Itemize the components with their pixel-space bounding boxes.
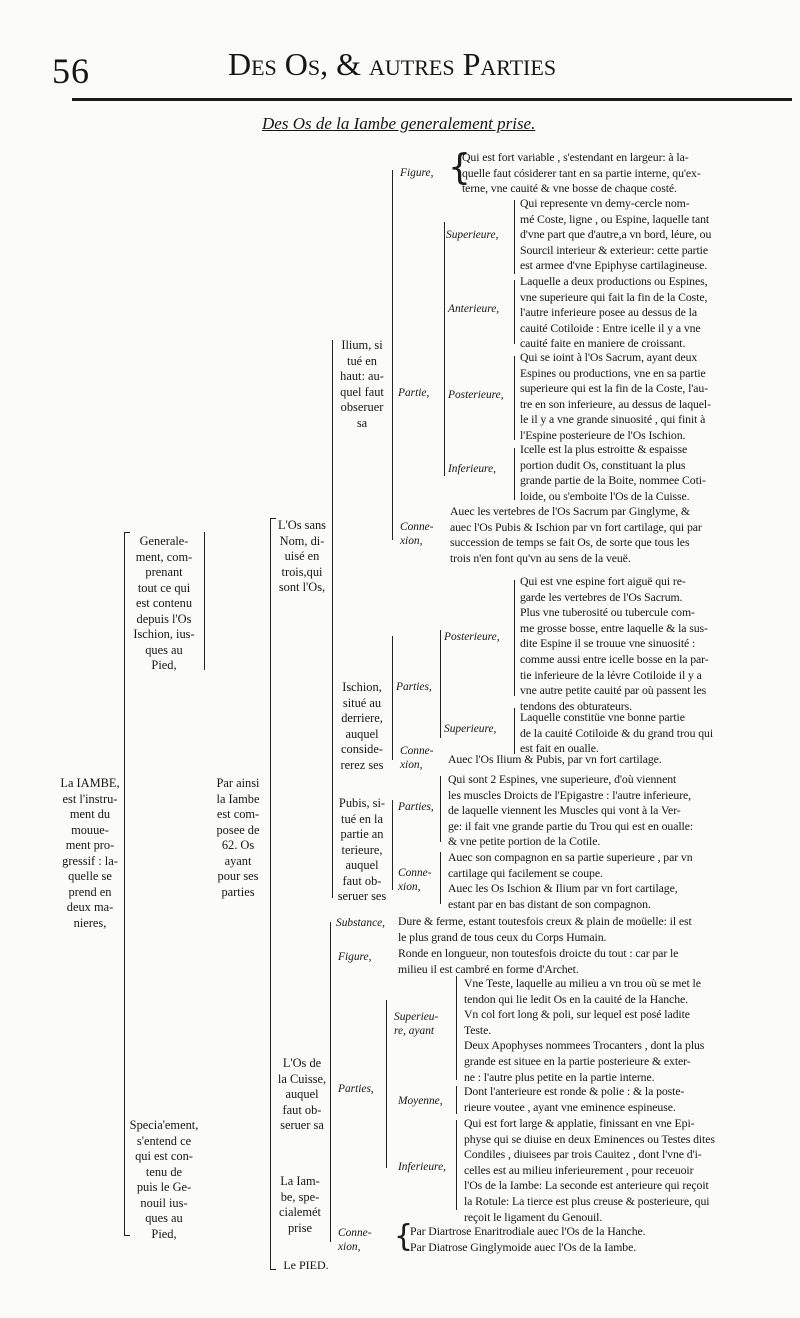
brace-sub bbox=[456, 976, 457, 1080]
text-connexion-ilium: Auec les vertebres de l'Os Sacrum par Ginglyme, & auec l'Os Pubis & Ischion par vn fort cartilage, qui par succession de temps se fait Os, de sorte que tous les trois n'en font qu'vn au sens de la veuë. bbox=[450, 504, 702, 565]
brace-sub bbox=[514, 356, 515, 440]
brace-sub bbox=[456, 1120, 457, 1210]
text-connexion-ischion: Auec l'Os Ilium & Pubis, par vn fort cartilage. bbox=[448, 752, 662, 766]
label-superieure-ischion: Superieure, bbox=[444, 723, 497, 735]
page-number: 56 bbox=[52, 51, 90, 91]
label-figure-ilium: Figure, bbox=[400, 167, 434, 179]
brace-sub bbox=[440, 776, 441, 842]
brace-sub bbox=[514, 708, 515, 754]
label-connexion-ilium: Conne- xion, bbox=[400, 521, 434, 547]
label-connexion-iambe: Conne- xion, bbox=[338, 1227, 372, 1253]
brace-sub bbox=[514, 280, 515, 344]
specialement-text: Specia'ement, s'entend ce qui est con- tenu de puis le Ge- nouil ius- ques au Pied, bbox=[129, 1118, 199, 1241]
label-connexion-ischion: Conne- xion, bbox=[400, 745, 434, 771]
label-connexion-pubis: Conne- xion, bbox=[398, 867, 432, 893]
label-anterieure: Anterieure, bbox=[448, 303, 500, 315]
label-posterieure-ischion: Posterieure, bbox=[444, 631, 500, 643]
par-ainsi-text: Par ainsi la Iambe est com- posee de 62. Os ayant pour ses parties bbox=[216, 776, 260, 899]
text-superieure-cuisse: Vne Teste, laquelle au milieu a vn trou où se met le tendon qui lie ledit Os en la cauité de la Hanche. Vn col fort long & poli, sur lequel est posé ladite Teste. Deux Apophyses nommees Trocanters , dont la plus grande est situee en la partie posterieure & exter- ne : l'autre plus petite en la partie interne. bbox=[464, 976, 705, 1084]
iambe-speciale-text: La Iam- be, spe- cialemét prise bbox=[279, 1174, 321, 1235]
brace-level1 bbox=[124, 532, 125, 1236]
text-figure-ilium: Qui est fort variable , s'estendant en largeur: à la- quelle faut cósiderer tant en sa partie interne, qu'ex- terne, vne cauité & vne bosse de chaque costé. bbox=[462, 150, 701, 196]
text-parties-pubis: Qui sont 2 Espines, vne superieure, d'où viennent les muscles Droicts de l'Epigastre : l'autre inferieure, de laquelle viennent les Muscles qui vont à la Ver- ge: il fait vne grande partie du Trou qui est en oualle: & vne petite portion de la Cotile. bbox=[448, 772, 694, 849]
pubis-text: Pubis, si- tué en la partie an terieure, auquel faut ob- seruer ses bbox=[337, 796, 387, 903]
label-parties-ischion: Parties, bbox=[396, 681, 432, 693]
text-substance: Dure & ferme, estant toutesfois creux & plain de moüelle: il est le plus grand de tous ceux du Corps Humain. bbox=[398, 914, 692, 944]
brace-sub bbox=[514, 580, 515, 696]
label-superieure: Superieure, bbox=[446, 229, 499, 241]
header-rule bbox=[72, 98, 792, 101]
brace-sub bbox=[456, 1086, 457, 1114]
brace-os-sans-nom bbox=[332, 340, 333, 898]
brace-pubis bbox=[392, 800, 393, 890]
label-moyenne: Moyenne, bbox=[398, 1095, 443, 1107]
text-anterieure: Laquelle a deux productions ou Espines, vne superieure qui fait la fin de la Coste, l'autre inferieure posee au dessus de la cauité Cotiloide : Entre icelle il y a vne cauité faite en maniere de croissant. bbox=[520, 274, 708, 351]
label-parties-cuisse: Parties, bbox=[338, 1083, 374, 1095]
text-superieure-ischion: Laquelle constitüe vne bonne partie de la cauité Cotiloide & du grand trou qui est fait en oualle. bbox=[520, 710, 714, 756]
le-pied-text: Le PIED. bbox=[283, 1258, 329, 1272]
brace-ischion bbox=[392, 636, 393, 760]
text-moyenne: Dont l'anterieure est ronde & polie : & la poste- rieure voutee , ayant vne eminence espineuse. bbox=[464, 1084, 685, 1114]
text-figure-cuisse: Ronde en longueur, non toutesfois droicte du tout : car par le milieu il est cambré en forme d'Archet. bbox=[398, 946, 679, 976]
text-posterieure-ischion: Qui est vne espine fort aiguë qui re- garde les vertebres de l'Os Sacrum. Plus vne tuberosité ou tubercule com- me grosse bosse, entre laquelle & la sus- dite Espine il se trouue vne sinuosité : comme aussi entre icelle bosse en la par- tie inferieure de la lévre Cotiloide il y a vne autre petite cauité par où passent les tendons des obturateurs. bbox=[520, 574, 709, 713]
iambe-definition: La IAMBE, est l'instru- ment du mouue- ment pro- gressif : la- quelle se prend en deux ma- nieres, bbox=[60, 776, 120, 930]
brace-level3 bbox=[270, 518, 271, 1270]
label-parties-pubis: Parties, bbox=[398, 801, 434, 813]
brace-partie bbox=[444, 222, 445, 476]
label-substance: Substance, bbox=[336, 917, 386, 929]
brace-os-cuisse bbox=[330, 922, 331, 1242]
brace-tick bbox=[124, 532, 130, 533]
label-inferieure: Inferieure, bbox=[448, 463, 496, 475]
brace-generalement bbox=[204, 532, 205, 670]
brace-ilium bbox=[392, 170, 393, 540]
text-connexion-iambe: Par Diartrose Enaritrodiale auec l'Os de la Hanche. Par Diatrose Ginglymoide auec l'Os de la Iambe. bbox=[410, 1224, 646, 1254]
brace-sub bbox=[514, 448, 515, 500]
brace: { bbox=[448, 147, 471, 188]
brace: { bbox=[394, 1219, 414, 1254]
os-cuisse-text: L'Os de la Cuisse, auquel faut ob- seruer sa bbox=[277, 1056, 327, 1132]
ilium-text: Ilium, si tué en haut: au- quel faut obseruer sa bbox=[340, 338, 384, 430]
label-figure-cuisse: Figure, bbox=[338, 951, 372, 963]
brace-parties-cuisse bbox=[386, 1000, 387, 1168]
label-superieure-cuisse: Superieu- re, ayant bbox=[394, 1011, 439, 1037]
brace-sub bbox=[440, 852, 441, 904]
section-title: Des Os de la Iambe generalement prise. bbox=[262, 114, 536, 133]
brace-sub bbox=[514, 200, 515, 274]
ischion-text: Ischion, situé au derriere, auquel conside- rerez ses bbox=[340, 680, 384, 772]
brace-parties-ischion bbox=[440, 630, 441, 738]
running-title: Des Os, & autres Parties bbox=[228, 46, 557, 82]
os-sans-nom-text: L'Os sans Nom, di- uisé en trois,qui sont l'Os, bbox=[277, 518, 326, 594]
label-partie: Partie, bbox=[398, 387, 430, 399]
text-superieure: Qui represente vn demy-cercle nom- mé Coste, ligne , ou Espine, laquelle tant d'vne part que d'autre,a vn bord, léure, ou Sourcil interieur & exterieur: cette partie est armee d'vne Epiphyse cartilagineuse. bbox=[520, 196, 712, 273]
text-posterieure: Qui se ioint à l'Os Sacrum, ayant deux Espines ou productions, vne en sa partie superieure qui est la fin de la Coste, l'au- tre en son inferieure, au dessus de laquel- le il y a vne grande sinuosité , qui finit à l'Espine posterieure de l'Os Ischion. bbox=[520, 350, 711, 442]
label-inferieure-cuisse: Inferieure, bbox=[398, 1161, 446, 1173]
text-connexion-pubis: Auec son compagnon en sa partie superieure , par vn cartilage qui facilement se coupe. Auec les Os Ischion & Ilium par vn fort cartilage, estant par en bas distant de son compagnon. bbox=[448, 850, 693, 911]
text-inferieure-cuisse: Qui est fort large & applatie, finissant en vne Epi- physe qui se diuise en deux Eminences ou Testes dites Condiles , diuisees par trois Cauitez , dont l'vne d'i- celles est au milieu inferieurement , pour receuoir l'Os de la Iambe: La seconde est anterieure qui reçoit la Rotule: La tierce est plus creuse & posterieure, qui reçoit le ligament du Genouil. bbox=[464, 1116, 715, 1224]
label-posterieure: Posterieure, bbox=[448, 389, 504, 401]
generalement-text: Generale- ment, com- prenant tout ce qui est contenu depuis l'Os Ischion, ius- ques au Pied, bbox=[133, 534, 195, 672]
text-inferieure: Icelle est la plus estroitte & espaisse portion dudit Os, constituant la plus grande partie de la Boite, nommee Coti- loide, ou s'emboite l'Os de la Cuisse. bbox=[520, 442, 706, 503]
